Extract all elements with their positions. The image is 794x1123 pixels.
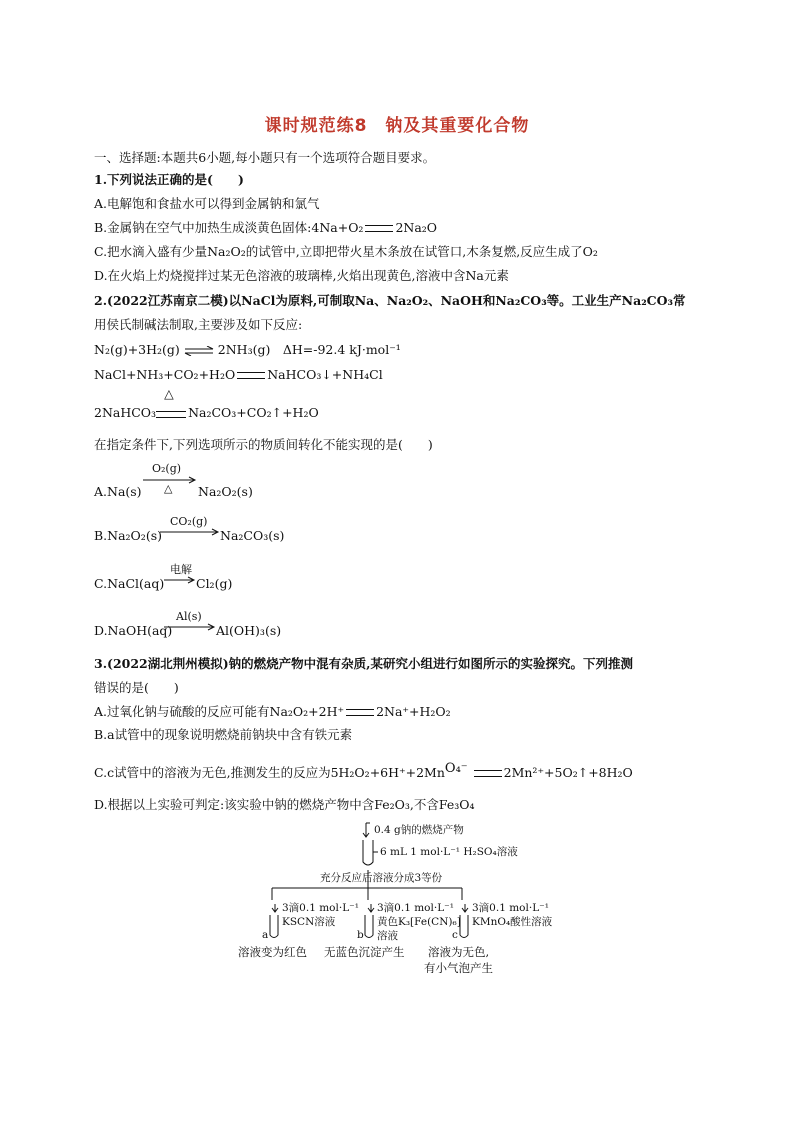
tube-c-reagent-line1: 3滴0.1 mol·L⁻¹ [472,902,549,914]
tube-a-result: 溶液变为红色 [238,945,307,959]
experiment-diagram [220,820,560,990]
q3-stem-line2: 错误的是( ) [94,680,179,695]
q2-equation-1 [94,342,401,358]
equals-sign [237,372,265,379]
q2-option-b-left: B.Na₂O₂(s) [94,528,162,543]
tube-a-reagent-line1: 3滴0.1 mol·L⁻¹ [282,902,359,914]
split-label: 充分反应后溶液分成3等份 [320,872,443,884]
arrow-right-icon [160,528,220,536]
tube-a-reagent-line2: KSCN溶液 [282,916,336,928]
tube-b-label: b [357,929,364,941]
q2-option-d-left: D.NaOH(aq) [94,623,173,638]
page-title: 课时规范练8 钠及其重要化合物 [264,116,530,136]
acid-label: 6 mL 1 mol·L⁻¹ H₂SO₄溶液 [380,846,518,858]
tube-b-reagent-line2: 黄色K₃[Fe(CN)₆] [377,916,461,928]
eq3-left: 2NaHCO₃ [94,405,157,420]
equals-sign [156,411,186,418]
q3-option-a [94,704,451,720]
q3-option-a-pre: A.过氧化钠与硫酸的反应可能有Na₂O₂+2H⁺ [94,704,345,719]
q1-stem-text: 1.下列说法正确的是( ) [94,172,244,187]
section-heading: 一、选择题:本题共6小题,每小题只有一个选项符合题目要求。 [94,150,436,165]
q2-option-b-right: Na₂CO₃(s) [220,528,285,543]
arrow-right-icon [164,623,216,631]
q3-option-c-pre: C.c试管中的溶液为无色,推测发生的反应为5H₂O₂+6H⁺+2Mn [94,765,445,780]
q2-option-a-bottom: △ [164,482,173,495]
tube-c-result-line1: 溶液为无色, [428,945,490,959]
permanganate-ion: O₄⁻ [444,761,468,776]
q2-option-b-top: CO₂(g) [170,515,208,528]
q2-question: 在指定条件下,下列选项所示的物质间转化不能实现的是( ) [94,437,433,452]
equals-sign [346,709,374,716]
q2-equation-2 [94,367,383,383]
q2-option-d-right: Al(OH)₃(s) [216,623,282,638]
q2-stem-line1: 2.(2022江苏南京二模)以NaCl为原料,可制取Na、Na₂O₂、NaOH和Na₂CO₃等。工业生产Na₂CO₃常 [94,293,686,308]
heat-symbol: △ [164,385,174,401]
q2-equation-3 [94,385,319,422]
q2-option-d-top: Al(s) [176,610,202,623]
tube-a-label: a [262,929,269,941]
q2-option-a-right: Na₂O₂(s) [198,484,253,499]
q2-option-a-top: O₂(g) [152,462,182,475]
reversible-arrow-icon [184,346,214,356]
q1-stem [94,172,244,188]
eq1-right: 2NH₃(g) ΔH=-92.4 kJ·mol⁻¹ [217,342,401,357]
q1-option-b-pre: B.金属钠在空气中加热生成淡黄色固体:4Na+O₂ [94,220,364,235]
q3-option-a-post: 2Na⁺+H₂O₂ [376,704,451,719]
equals-sign [474,770,502,777]
q1-option-a: A.电解饱和食盐水可以得到金属钠和氯气 [94,196,320,211]
q3-option-c-post: 2Mn²⁺+5O₂↑+8H₂O [503,765,633,780]
q3-option-b: B.a试管中的现象说明燃烧前钠块中含有铁元素 [94,727,353,742]
sample-label: 0.4 g钠的燃烧产物 [374,824,464,836]
eq2-left: NaCl+NH₃+CO₂+H₂O [94,367,236,382]
q1-option-b-post: 2Na₂O [395,220,438,235]
q3-option-d: D.根据以上实验可判定:该实验中钠的燃烧产物中含Fe₂O₃,不含Fe₃O₄ [94,797,475,812]
equals-sign [365,225,393,232]
tube-b-reagent-line3: 溶液 [377,930,398,942]
eq3-right: Na₂CO₃+CO₂↑+H₂O [188,405,319,420]
arrow-right-icon [164,576,196,584]
q3-option-c [94,761,633,782]
q2-stem-line2: 用侯氏制碱法制取,主要涉及如下反应: [94,317,303,332]
tube-c-result-line2: 有小气泡产生 [424,961,493,975]
q1-option-b [94,220,437,236]
q2-option-c-left: C.NaCl(aq) [94,576,165,591]
q3-stem-line1: 3.(2022湖北荆州模拟)钠的燃烧产物中混有杂质,某研究小组进行如图所示的实验探究。下列推测 [94,656,634,671]
q1-option-c: C.把水滴入盛有少量Na₂O₂的试管中,立即把带火星木条放在试管口,木条复燃,反应生成了O₂ [94,244,598,259]
q2-option-c-right: Cl₂(g) [196,576,233,591]
eq2-right: NaHCO₃↓+NH₄Cl [267,367,383,382]
tube-b-result: 无蓝色沉淀产生 [324,945,405,959]
tube-c-label: c [452,929,458,941]
q2-option-a-left: A.Na(s) [94,484,142,499]
heat-equals [156,385,188,422]
eq1-left: N₂(g)+3H₂(g) [94,342,180,357]
q2-option-c-top: 电解 [170,563,192,576]
tube-c-reagent-line2: KMnO₄酸性溶液 [472,916,553,928]
q1-option-d: D.在火焰上灼烧搅拌过某无色溶液的玻璃棒,火焰出现黄色,溶液中含Na元素 [94,268,509,283]
tube-b-reagent-line1: 3滴0.1 mol·L⁻¹ [377,902,454,914]
